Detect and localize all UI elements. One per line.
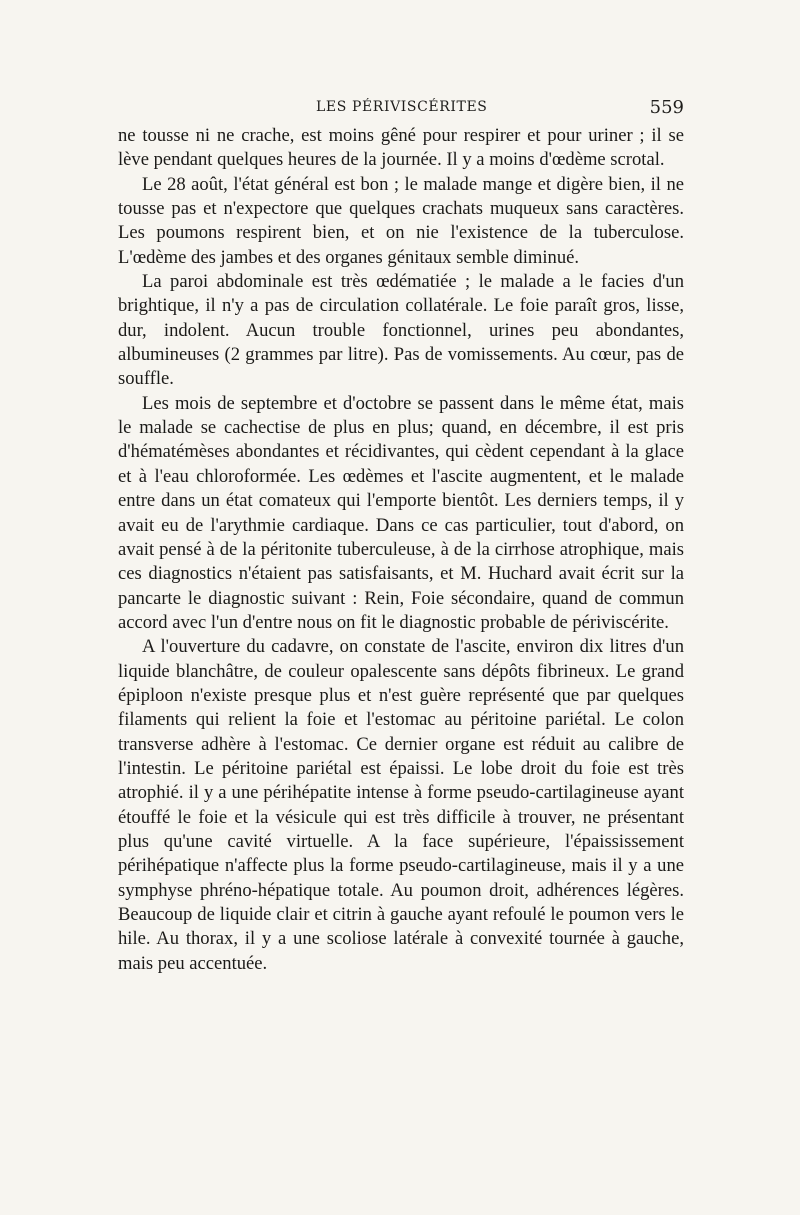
body-text (118, 124, 684, 976)
page-header (118, 97, 684, 121)
paragraph-ouverture-cadavre: A l'ouverture du cadavre, on constate de l'ascite, environ dix litres d'un liquide blanchâtre, de couleur opalescente sans dépôts fibrineux. Le grand épiploon n'existe presque plus et n'est guère représenté que par quelques filaments qui relient la foie et l'estomac au péritoine pariétal. Le colon transverse adhère à l'estomac. Ce dernier organe est réduit au calibre de l'intestin. Le péritoine pariétal est épaissi. Le lobe droit du foie est très atrophié. il y a une périhépatite intense à forme pseudo-cartilagineuse ayant étouffé le foie et la vésicule qui est très difficile à trouver, ne présentant plus qu'une cavité virtuelle. A la face supérieure, l'épaississement périhépatique n'affecte plus la forme pseudo-cartilagineuse, mais il y a une symphyse phréno-hépatique totale. Au poumon droit, adhérences légères. Beaucoup de liquide clair et citrin à gauche ayant refoulé le poumon vers le hile. Au thorax, il y a une scoliose latérale à convexité tournée à gauche, mais peu accentuée. (118, 636, 684, 974)
paragraph-continuation: ne tousse ni ne crache, est moins gêné pour respirer et pour uriner ; il se lève pendant quelques heures de la journée. Il y a moins d'œdème scrotal. (118, 125, 684, 171)
paragraph-septembre-octobre: Les mois de septembre et d'octobre se passent dans le même état, mais le malade se cachectise de plus en plus; quand, en décembre, il est pris d'hématémèses abondantes et récidivantes, qui cèdent cependant à la glace et à l'eau chloroformée. Les œdèmes et l'ascite augmentent, et le malade entre dans un état comateux qui l'emporte bientôt. Les derniers temps, il y avait eu de l'arythmie cardiaque. Dans ce cas particulier, tout d'abord, on avait pensé à de la péritonite tuberculeuse, à de la cirrhose atrophique, mais ces diagnostics n'étaient pas satisfaisants, et M. Huchard avait écrit sur la pancarte le diagnostic suivant : Rein, Foie sécondaire, quand de commun accord avec l'un d'entre nous on fit le diagnostic probable de périviscérite. (118, 392, 684, 633)
paragraph-28-aout: Le 28 août, l'état général est bon ; le malade mange et digère bien, il ne tousse pas et n'expectore que quelques crachats muqueux sans caractères. Les poumons respirent bien, et on nie l'existence de la tuberculose. L'œdème des jambes et des organes génitaux semble diminué. (118, 173, 684, 268)
paragraph-paroi-abdominale: La paroi abdominale est très œdématiée ; le malade a le facies d'un brightique, il n'y a pas de circulation collatérale. Le foie paraît gros, lisse, dur, indolent. Aucun trouble fonctionnel, urines peu abondantes, albumineuses (2 grammes par litre). Pas de vomissements. Au cœur, pas de souffle. (118, 271, 684, 390)
page-number: 559 (649, 97, 684, 118)
running-title: LES PÉRIVISCÉRITES (316, 99, 488, 115)
